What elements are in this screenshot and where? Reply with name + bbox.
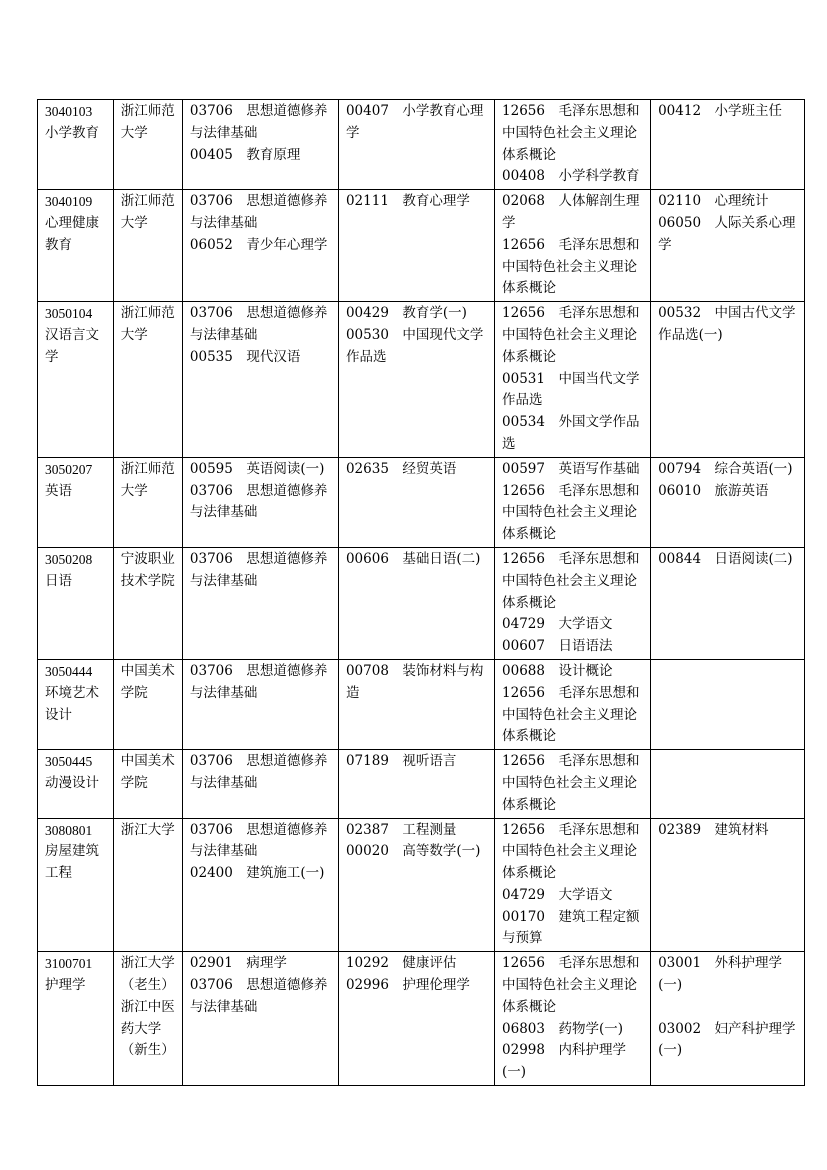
school-name: 中国美术学院 <box>120 753 175 791</box>
course-entry: 12656 毛泽东思想和中国特色社会主义理论体系概论 <box>502 305 640 365</box>
school-cell <box>113 547 182 659</box>
major-name: 房屋建筑工程 <box>45 843 99 882</box>
course-entry: 00794 综合英语(一) <box>658 460 793 477</box>
course-entry <box>658 997 798 1019</box>
course-entry: 00170 建筑工程定额与预算 <box>502 908 640 947</box>
exam-course-cell <box>182 547 338 659</box>
course-entry: 03706 思想道德修养与法律基础 <box>189 753 328 791</box>
course-entry: 00535 现代汉语 <box>189 348 301 365</box>
major-cell <box>38 750 114 818</box>
major-code: 3050208 <box>45 551 93 567</box>
course-entry: 00607 日语语法 <box>502 638 613 655</box>
school-name: 中国美术学院 <box>120 662 175 701</box>
school-cell <box>113 952 182 1086</box>
exam-course-cell <box>182 100 338 190</box>
exam-course-cell <box>495 302 651 458</box>
exam-course-cell <box>338 302 494 458</box>
course-entry: 12656 毛泽东思想和中国特色社会主义理论体系概论 <box>502 955 640 1015</box>
course-entry: 03002 妇产科护理学(一) <box>658 1020 796 1059</box>
course-entry: 12656 毛泽东思想和中国特色社会主义理论体系概论 <box>502 684 640 745</box>
school-cell <box>113 190 182 302</box>
course-entry: 06050 人际关系心理学 <box>658 214 796 253</box>
school-cell <box>113 659 182 749</box>
major-code: 3050445 <box>45 754 93 770</box>
course-entry: 10292 健康评估 <box>345 955 457 972</box>
course-entry: 02068 人体解剖生理学 <box>502 193 640 231</box>
major-cell <box>38 659 114 749</box>
table-row <box>38 659 805 749</box>
table-row <box>38 457 805 547</box>
exam-course-cell <box>338 818 494 952</box>
exam-course-cell <box>338 457 494 547</box>
course-entry: 12656 毛泽东思想和中国特色社会主义理论体系概论 <box>502 821 640 882</box>
course-entry: 00597 英语写作基础 <box>502 460 640 477</box>
exam-course-cell <box>495 750 651 818</box>
exam-course-cell <box>651 457 805 547</box>
course-entry: 02996 护理伦理学 <box>345 977 470 994</box>
school-cell <box>113 302 182 458</box>
course-entry: 03706 思想道德修养与法律基础 <box>189 662 328 701</box>
course-entry: 12656 毛泽东思想和中国特色社会主义理论体系概论 <box>502 550 640 611</box>
major-name: 汉语言文学 <box>45 326 99 365</box>
exam-schedule-body <box>38 100 805 1086</box>
course-entry: 00708 装饰材料与构造 <box>345 662 484 701</box>
exam-course-cell <box>338 750 494 818</box>
course-entry: 03706 思想道德修养与法律基础 <box>189 305 328 343</box>
school-name: 宁波职业技术学院 <box>120 550 175 589</box>
exam-course-cell <box>182 457 338 547</box>
exam-schedule-table <box>37 99 805 1086</box>
course-entry: 02111 教育心理学 <box>345 193 470 210</box>
course-entry: 03706 思想道德修养与法律基础 <box>189 550 328 589</box>
major-code: 3050444 <box>45 663 93 679</box>
major-code: 3080801 <box>45 822 93 838</box>
course-entry: 12656 毛泽东思想和中国特色社会主义理论体系概论 <box>502 482 640 543</box>
table-row <box>38 750 805 818</box>
major-cell <box>38 190 114 302</box>
course-entry: 12656 毛泽东思想和中国特色社会主义理论体系概论 <box>502 236 640 297</box>
major-cell <box>38 302 114 458</box>
course-entry: 04729 大学语文 <box>502 616 613 633</box>
major-code: 3040109 <box>45 194 93 210</box>
exam-course-cell <box>182 659 338 749</box>
course-entry: 00408 小学科学教育 <box>502 168 640 185</box>
major-name: 小学教育 <box>45 124 99 141</box>
school-cell <box>113 750 182 818</box>
course-entry: 02635 经贸英语 <box>345 460 457 477</box>
course-entry: 00606 基础日语(二) <box>345 550 481 567</box>
table-row <box>38 547 805 659</box>
school-name: 浙江师范大学 <box>120 305 175 343</box>
major-name: 心理健康教育 <box>45 214 99 253</box>
major-name: 环境艺术设计 <box>45 684 99 723</box>
course-entry: 03706 思想道德修养与法律基础 <box>189 193 328 231</box>
school-name: 浙江中医药大学（新生） <box>120 998 175 1059</box>
major-code: 3040103 <box>45 104 93 119</box>
exam-course-cell <box>182 190 338 302</box>
course-entry: 00531 中国当代文学作品选 <box>502 370 640 409</box>
course-entry: 03706 思想道德修养与法律基础 <box>189 821 328 860</box>
exam-course-cell <box>495 659 651 749</box>
exam-course-cell <box>495 952 651 1086</box>
exam-course-cell <box>495 818 651 952</box>
exam-course-cell <box>182 302 338 458</box>
course-entry: 03706 思想道德修养与法律基础 <box>189 103 328 141</box>
exam-course-cell <box>495 547 651 659</box>
course-entry: 00429 教育学(一) <box>345 305 467 322</box>
course-entry: 02400 建筑施工(一) <box>189 865 325 882</box>
exam-course-cell <box>651 750 805 818</box>
exam-course-cell <box>651 659 805 749</box>
course-entry: 12656 毛泽东思想和中国特色社会主义理论体系概论 <box>502 753 640 813</box>
exam-course-cell <box>651 100 805 190</box>
exam-course-cell <box>495 190 651 302</box>
exam-course-cell <box>338 952 494 1086</box>
major-name: 日语 <box>45 572 72 589</box>
school-cell <box>113 818 182 952</box>
course-entry: 00405 教育原理 <box>189 146 301 163</box>
course-entry: 04729 大学语文 <box>502 886 613 903</box>
school-name: 浙江大学（老生） <box>120 955 175 994</box>
major-cell <box>38 952 114 1086</box>
course-entry: 12656 毛泽东思想和中国特色社会主义理论体系概论 <box>502 103 640 163</box>
course-entry: 00407 小学教育心理学 <box>345 103 484 141</box>
school-name: 浙江师范大学 <box>120 103 175 141</box>
course-entry: 00412 小学班主任 <box>658 103 783 119</box>
course-entry: 02389 建筑材料 <box>658 821 769 838</box>
course-entry: 03706 思想道德修养与法律基础 <box>189 482 328 521</box>
major-cell <box>38 818 114 952</box>
major-code: 3050207 <box>45 461 93 477</box>
exam-course-cell <box>651 302 805 458</box>
course-entry: 02901 病理学 <box>189 955 287 972</box>
course-entry: 00534 外国文学作品选 <box>502 414 640 452</box>
major-code: 3050104 <box>45 306 93 322</box>
table-row <box>38 818 805 952</box>
table-row <box>38 190 805 302</box>
exam-course-cell <box>495 457 651 547</box>
course-entry: 07189 视听语言 <box>345 753 457 770</box>
major-cell <box>38 100 114 190</box>
table-row <box>38 302 805 458</box>
exam-course-cell <box>651 818 805 952</box>
major-name: 动漫设计 <box>45 774 99 791</box>
course-entry: 00020 高等数学(一) <box>345 843 481 860</box>
exam-course-cell <box>182 750 338 818</box>
course-entry: 06010 旅游英语 <box>658 482 769 499</box>
course-entry: 03001 外科护理学(一) <box>658 955 783 994</box>
course-entry: 02387 工程测量 <box>345 821 457 838</box>
school-cell <box>113 457 182 547</box>
exam-course-cell <box>338 190 494 302</box>
major-code: 3100701 <box>45 956 93 972</box>
exam-course-cell <box>338 100 494 190</box>
table-row <box>38 100 805 190</box>
exam-course-cell <box>651 190 805 302</box>
table-row <box>38 952 805 1086</box>
exam-course-cell <box>495 100 651 190</box>
course-entry: 03706 思想道德修养与法律基础 <box>189 977 328 1015</box>
course-entry: 00595 英语阅读(一) <box>189 460 325 477</box>
exam-course-cell <box>651 952 805 1086</box>
school-cell <box>113 100 182 190</box>
course-entry: 06803 药物学(一) <box>502 1020 624 1037</box>
course-entry: 02998 内科护理学(一) <box>502 1042 626 1081</box>
exam-course-cell <box>338 659 494 749</box>
school-name: 浙江师范大学 <box>120 193 175 231</box>
exam-course-cell <box>182 818 338 952</box>
major-name: 护理学 <box>45 977 86 994</box>
course-entry: 02110 心理统计 <box>658 193 769 210</box>
exam-course-cell <box>182 952 338 1086</box>
course-entry: 06052 青少年心理学 <box>189 236 328 253</box>
exam-course-cell <box>651 547 805 659</box>
course-entry: 00688 设计概论 <box>502 662 613 679</box>
exam-course-cell <box>338 547 494 659</box>
course-entry: 00844 日语阅读(二) <box>658 550 793 567</box>
school-name: 浙江大学 <box>120 821 175 838</box>
school-name: 浙江师范大学 <box>120 460 175 499</box>
major-cell <box>38 457 114 547</box>
major-cell <box>38 547 114 659</box>
major-name: 英语 <box>45 482 72 499</box>
course-entry: 00532 中国古代文学作品选(一) <box>658 305 796 343</box>
course-entry: 00530 中国现代文学作品选 <box>345 326 484 365</box>
